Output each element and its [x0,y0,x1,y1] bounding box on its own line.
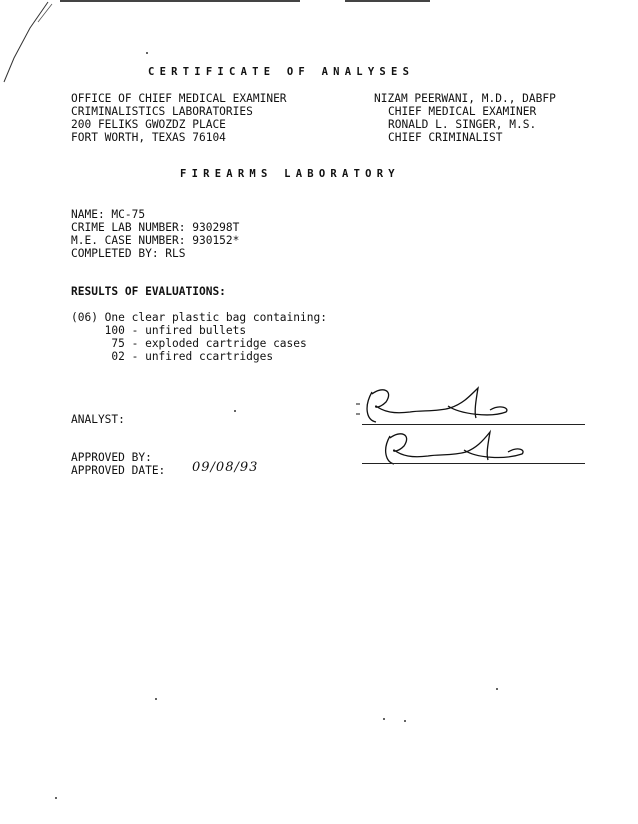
scan-top-edge [60,0,300,2]
scan-speck [146,52,148,54]
approved-date-value: 09/08/93 [192,460,259,475]
office-line-1: OFFICE OF CHIEF MEDICAL EXAMINER [71,92,287,105]
scan-edge-mark [0,0,120,90]
case-name: NAME: MC-75 [71,208,146,221]
approved-date-label: APPROVED DATE: [71,464,166,477]
office-line-2: CRIMINALISTICS LABORATORIES [71,105,253,118]
staff-line-1: NIZAM PEERWANI, M.D., DABFP [374,92,556,105]
crime-lab-number: CRIME LAB NUMBER: 930298T [71,221,240,234]
completed-by: COMPLETED BY: RLS [71,247,186,260]
analyst-signature-line [362,424,585,425]
scan-speck [383,718,385,720]
approved-by-label: APPROVED BY: [71,451,152,464]
staff-line-4: CHIEF CRIMINALIST [388,131,503,144]
scan-top-edge-2 [345,0,430,2]
results-heading: RESULTS OF EVALUATIONS: [71,285,226,298]
results-line-2: 75 - exploded cartridge cases [71,337,307,350]
staff-line-2: CHIEF MEDICAL EXAMINER [388,105,537,118]
results-line-3: 02 - unfired ccartridges [71,350,274,363]
office-line-4: FORT WORTH, TEXAS 76104 [71,131,226,144]
scan-speck [55,797,57,799]
approver-signature-line [362,463,585,464]
certificate-title: CERTIFICATE OF ANALYSES [148,66,415,78]
scan-speck [155,698,157,700]
me-case-number: M.E. CASE NUMBER: 930152* [71,234,240,247]
approver-signature [372,426,542,474]
scan-speck [496,688,498,690]
analyst-label: ANALYST: [71,413,125,426]
results-item: (06) One clear plastic bag containing: [71,311,327,324]
staff-line-3: RONALD L. SINGER, M.S. [388,118,537,131]
scan-speck [404,720,406,722]
lab-title: FIREARMS LABORATORY [180,168,400,180]
results-line-1: 100 - unfired bullets [71,324,247,337]
scan-speck [234,410,236,412]
office-line-3: 200 FELIKS GWOZDZ PLACE [71,118,226,131]
